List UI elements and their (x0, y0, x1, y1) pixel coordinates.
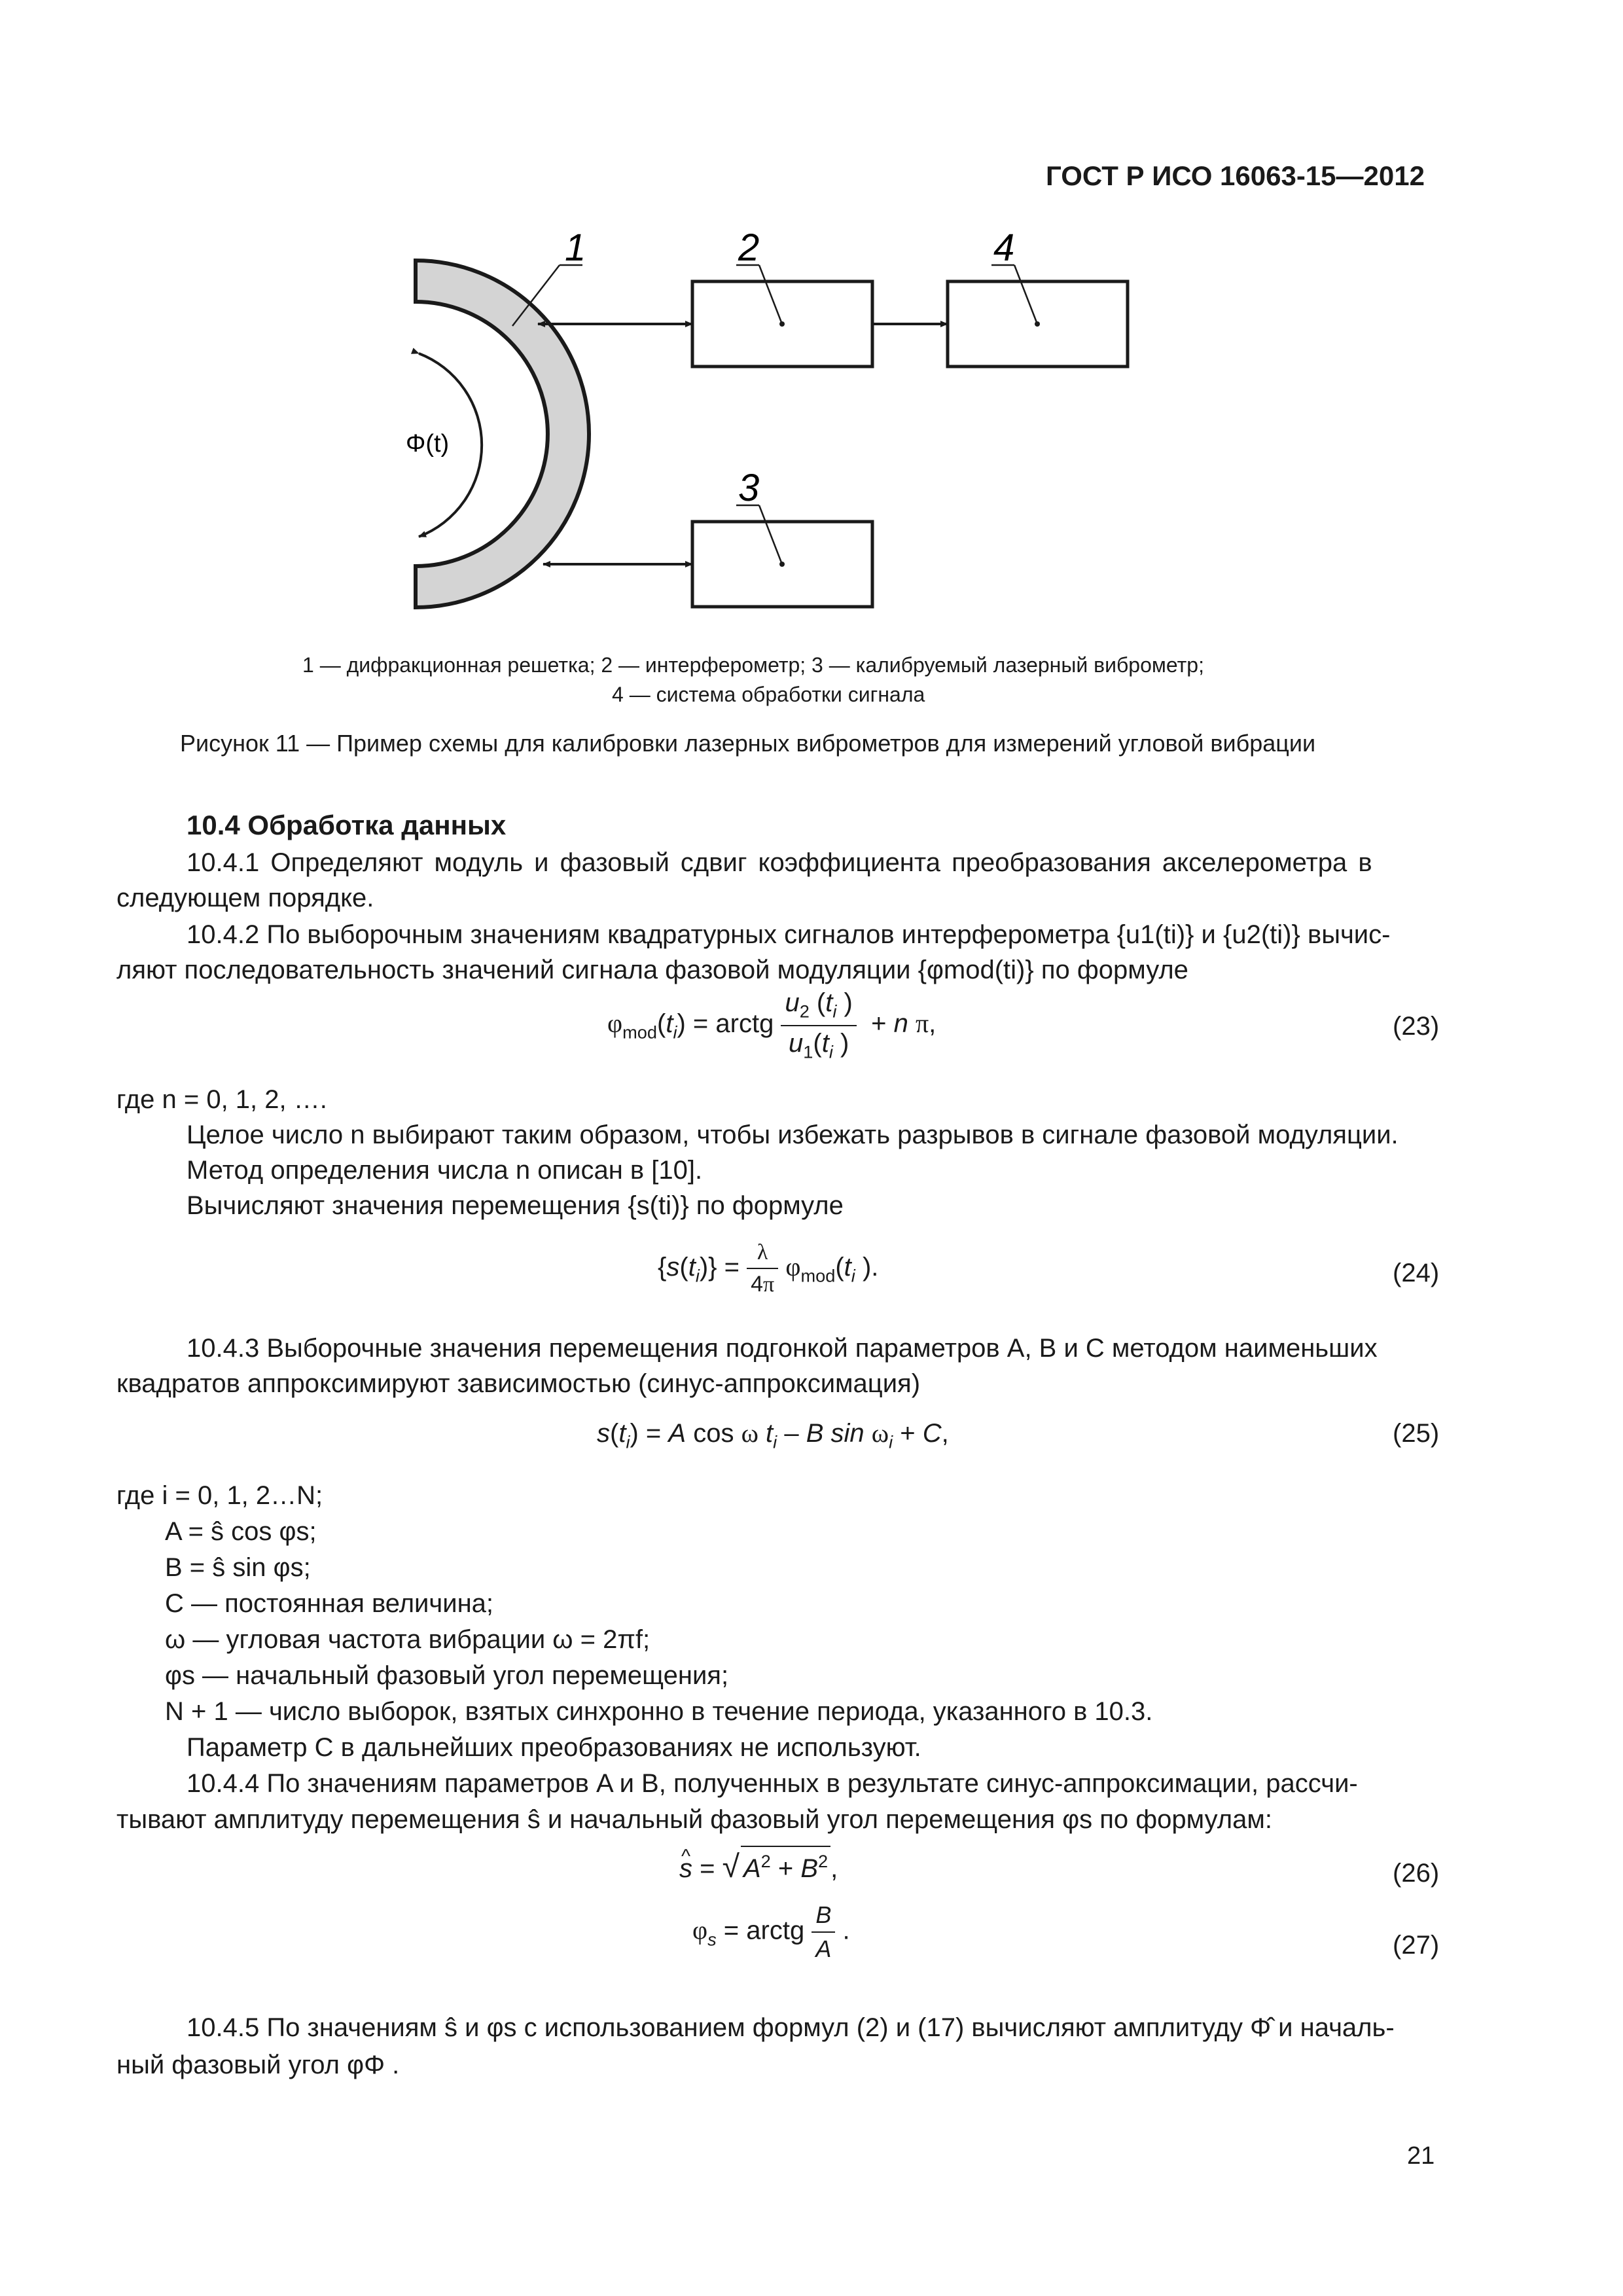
def-phi-s: φs — начальный фазовый угол перемещения; (165, 1661, 729, 1690)
figure-legend-2: 4 — система обработки сигнала (612, 683, 925, 706)
method-n-note: Метод определения числа n описан в [10]. (187, 1156, 703, 1185)
def-C: C — постоянная величина; (165, 1589, 494, 1618)
param-C-note: Параметр C в дальнейших преобразованиях не используют. (187, 1733, 921, 1762)
para-10-4-1-b: следующем порядке. (116, 884, 374, 912)
def-N: N + 1 — число выборок, взятых синхронно в течение периода, указанного в 10.3. (165, 1697, 1153, 1726)
equation-23: $\varphi_{mod}(t_i)$ = arctg $\frac{u_2 (t_i )}{u_1(t_i )}$ + n π, (607, 988, 936, 1062)
equation-24-number: (24) (1393, 1259, 1440, 1287)
para-10-4-5-b: ный фазовый угол φΦ . (116, 2051, 400, 2079)
equation-27-number: (27) (1393, 1931, 1440, 1960)
figure-legend-1: 1 — дифракционная решетка; 2 — интерферометр; 3 — калибруемый лазерный виброметр; (302, 653, 1204, 677)
figure-caption: Рисунок 11 — Пример схемы для калибровки лазерных виброметров для измерений угловой вибрации (180, 730, 1316, 757)
document-header: ГОСТ Р ИСО 16063-15—2012 (1046, 160, 1425, 191)
equation-27: $\varphi_s$ = arctg $\frac{B}{A}$ . (692, 1901, 850, 1962)
label-3: 3 (738, 467, 760, 509)
where-i: где i = 0, 1, 2…N; (116, 1481, 323, 1510)
figure-11-diagram (380, 216, 1165, 661)
def-omega: ω — угловая частота вибрации ω = 2πf; (165, 1625, 651, 1654)
equation-26-number: (26) (1393, 1859, 1440, 1888)
para-10-4-1-a: 10.4.1 Определяют модуль и фазовый сдвиг коэффициента преобразования акселерометра в (187, 848, 1372, 877)
equation-23-number: (23) (1393, 1012, 1440, 1041)
calc-s-intro: Вычисляют значения перемещения {s(ti)} по формуле (187, 1191, 844, 1220)
where-n: где n = 0, 1, 2, …. (116, 1085, 327, 1114)
para-10-4-3-b: квадратов аппроксимируют зависимостью (синус-аппроксимация) (116, 1369, 921, 1398)
para-10-4-4-b: тывают амплитуду перемещения ŝ и начальный фазовый угол перемещения φs по формулам: (116, 1805, 1272, 1834)
equation-24: $\{s(t_i)\}$ = $\frac{\lambda}{4\pi}$ $\varphi_{mod}(t_i$ ). (658, 1240, 879, 1297)
para-10-4-2-b: ляют последовательность значений сигнала фазовой модуляции {φmod(ti)} по формуле (116, 956, 1188, 984)
integer-n-note: Целое число n выбирают таким образом, чтобы избежать разрывов в сигнале фазовой модуляции. (187, 1121, 1399, 1149)
equation-26: s ^ = √ $A^2 + B^2$ , (679, 1846, 838, 1885)
para-10-4-2-a: 10.4.2 По выборочным значениям квадратурных сигналов интерферометра {u1(ti)} и {u2(ti)} вычис- (187, 920, 1391, 949)
para-10-4-4-a: 10.4.4 По значениям параметров A и B, полученных в результате синус-аппроксимации, рассчи- (187, 1769, 1358, 1798)
equation-25: $s(t_i) = A$ cos ω $t_i$ – B $\sin \omega_i + C$, (597, 1418, 949, 1452)
label-4: 4 (993, 226, 1015, 269)
label-2: 2 (738, 226, 760, 269)
equation-25-number: (25) (1393, 1419, 1440, 1448)
page-number: 21 (1407, 2142, 1435, 2170)
para-10-4-5-a: 10.4.5 По значениям ŝ и φs с использованием формул (2) и (17) вычисляют амплитуду Φ̂ и началь- (187, 2013, 1395, 2042)
phi-label: Φ(t) (406, 430, 450, 457)
section-heading: 10.4 Обработка данных (187, 810, 507, 840)
para-10-4-3-a: 10.4.3 Выборочные значения перемещения подгонкой параметров A, B и C методом наименьших (187, 1334, 1378, 1363)
def-A: A = ŝ cos φs; (165, 1517, 317, 1546)
def-B: B = ŝ sin φs; (165, 1553, 311, 1582)
label-1: 1 (565, 226, 586, 269)
